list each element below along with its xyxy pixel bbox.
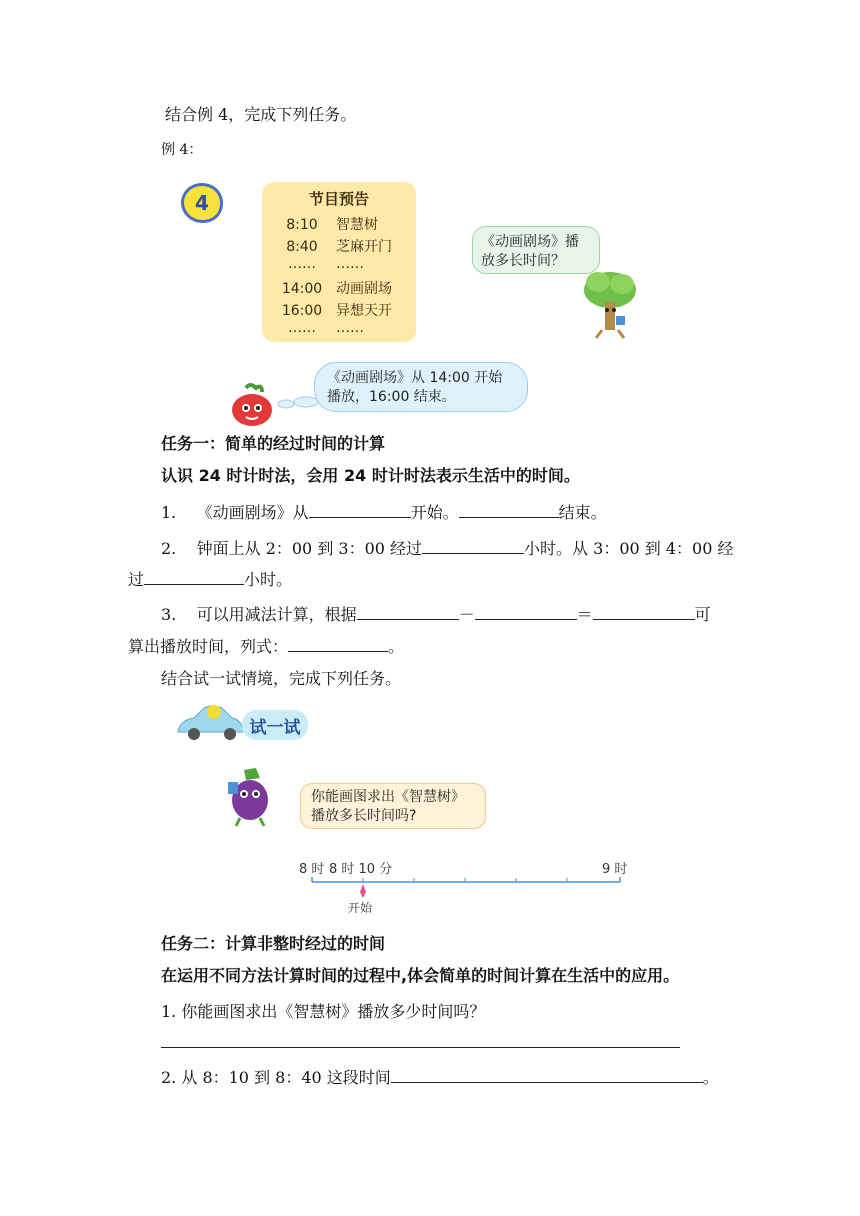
question-text: 。	[702, 1068, 719, 1087]
example-number-badge: 4	[181, 183, 223, 223]
task2-question-1: 1. 你能画图求出《智慧树》播放多少时间吗？	[161, 1002, 486, 1021]
program-row	[268, 214, 406, 234]
question-text: 《动画剧场》从	[196, 503, 309, 522]
speech-bubble-try: 你能画图求出《智慧树》播放多长时间吗?	[300, 783, 486, 829]
program-name: ……	[336, 320, 364, 336]
program-row	[268, 300, 406, 320]
question-number: 2.	[161, 539, 177, 558]
program-name: ……	[336, 256, 364, 272]
task1-question-1	[161, 501, 607, 523]
question-text: 钟面上从 2：00 到 3：00 经过	[196, 539, 423, 558]
speech-bubble-answer: 《动画剧场》从 14:00 开始播放，16:00 结束。	[314, 362, 528, 412]
try-it-banner: 试一试	[242, 710, 308, 740]
program-time: ……	[288, 256, 316, 272]
program-card-title: 节目预告	[308, 190, 369, 208]
timeline-label-begin: 开始	[348, 901, 373, 915]
question-text: 结束。	[558, 503, 607, 522]
program-row	[268, 236, 406, 256]
timeline	[308, 874, 624, 902]
program-row	[268, 256, 406, 272]
program-time: 8:10	[286, 217, 318, 233]
intro-text: 结合例 4，完成下列任务。	[165, 105, 357, 124]
task1-question-3-cont	[128, 635, 404, 657]
timeline-label-8h10m: 8 时 10 分	[329, 862, 393, 877]
task1-question-2	[161, 537, 733, 559]
question-text: 小时。	[244, 570, 293, 589]
task1-question-2-cont	[128, 568, 292, 590]
task2-title: 任务二：计算非整时经过的时间	[161, 934, 386, 953]
program-time: 16:00	[281, 303, 323, 319]
answer-line[interactable]	[161, 1047, 680, 1048]
program-row	[268, 278, 406, 298]
question-number: 1.	[161, 503, 177, 522]
answer-blank[interactable]	[475, 603, 577, 620]
try-intro-text: 结合试一试情境，完成下列任务。	[161, 669, 402, 688]
task2-goal: 在运用不同方法计算时间的过程中,体会简单的时间计算在生活中的应用。	[161, 966, 680, 985]
question-text: 开始。	[410, 503, 459, 522]
timeline-start-marker	[360, 884, 366, 898]
answer-blank[interactable]	[391, 1066, 703, 1083]
example-label: 例 4：	[161, 142, 203, 158]
question-text: 可以用减法计算，根据	[196, 605, 357, 624]
question-text: 小时。从 3：00 到 4：00 经	[524, 539, 734, 558]
task1-goal: 认识 24 时计时法，会用 24 时计时法表示生活中的时间。	[161, 466, 580, 485]
thought-dots-icon	[272, 394, 320, 410]
speech-bubble-question: 《动画剧场》播放多长时间？	[472, 226, 600, 274]
program-name: 芝麻开门	[336, 239, 392, 255]
program-time: 14:00	[281, 281, 323, 297]
answer-blank[interactable]	[459, 501, 559, 518]
program-name: 智慧树	[336, 217, 378, 233]
car-icon	[174, 702, 246, 742]
answer-blank[interactable]	[288, 635, 388, 652]
equals-sign: ＝	[576, 605, 593, 624]
program-row	[268, 320, 406, 336]
timeline-label-9h: 9 时	[602, 862, 628, 877]
eggplant-character-icon	[216, 764, 280, 828]
answer-blank[interactable]	[422, 537, 524, 554]
answer-blank[interactable]	[309, 501, 411, 518]
answer-blank[interactable]	[144, 568, 244, 585]
question-number: 3.	[161, 605, 177, 624]
tree-character-icon	[580, 268, 642, 340]
question-text: 算出播放时间，列式：	[128, 637, 289, 656]
program-time: 8:40	[286, 239, 318, 255]
minus-sign: －	[458, 605, 475, 624]
task1-title: 任务一：简单的经过时间的计算	[161, 434, 386, 453]
program-name: 异想天开	[336, 303, 392, 319]
question-text: 2. 从 8：10 到 8：40 这段时间	[161, 1068, 391, 1087]
timeline-label-8h: 8 时	[299, 862, 325, 877]
answer-blank[interactable]	[357, 603, 459, 620]
question-text: 过	[128, 570, 145, 589]
question-text: 。	[388, 637, 405, 656]
program-time: ……	[288, 320, 316, 336]
answer-blank[interactable]	[593, 603, 695, 620]
radish-character-icon	[226, 382, 276, 426]
task1-question-3	[161, 603, 711, 625]
program-name: 动画剧场	[336, 281, 392, 297]
question-text: 可	[694, 605, 711, 624]
task2-question-2	[161, 1066, 719, 1088]
program-card	[262, 182, 416, 342]
